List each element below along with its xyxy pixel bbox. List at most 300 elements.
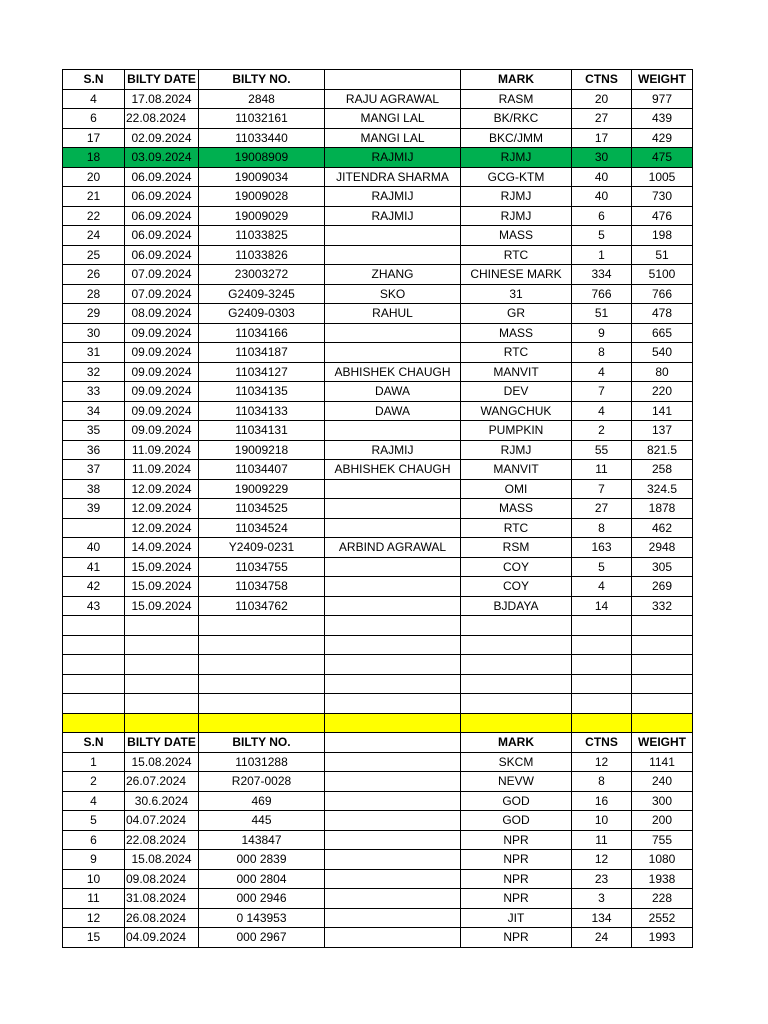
cell-sn[interactable]: 26 — [63, 265, 125, 285]
cell-date[interactable]: 12.09.2024 — [125, 499, 199, 519]
cell-weight[interactable]: 80 — [632, 362, 693, 382]
cell-mark[interactable]: PUMPKIN — [461, 421, 572, 441]
cell-party[interactable] — [325, 869, 461, 889]
cell-bilty[interactable]: 11033440 — [199, 128, 325, 148]
cell-ctns[interactable]: 7 — [572, 382, 632, 402]
cell-party[interactable] — [325, 226, 461, 246]
cell-sn[interactable]: 17 — [63, 128, 125, 148]
cell-weight[interactable]: 5100 — [632, 265, 693, 285]
cell-ctns[interactable]: 11 — [572, 830, 632, 850]
cell-weight[interactable]: 228 — [632, 889, 693, 909]
cell-bilty[interactable]: 000 2839 — [199, 850, 325, 870]
cell-sn[interactable]: 4 — [63, 89, 125, 109]
cell-mark[interactable]: MANVIT — [461, 460, 572, 480]
cell-mark[interactable]: 31 — [461, 284, 572, 304]
cell-sn[interactable]: 25 — [63, 245, 125, 265]
cell-sn[interactable]: 33 — [63, 382, 125, 402]
cell-weight[interactable]: 200 — [632, 811, 693, 831]
cell-bilty[interactable]: 469 — [199, 791, 325, 811]
cell-weight[interactable]: 1938 — [632, 869, 693, 889]
cell-mark[interactable]: RJMJ — [461, 206, 572, 226]
cell-sn[interactable]: 34 — [63, 401, 125, 421]
cell-ctns[interactable]: CTNS — [572, 70, 632, 90]
cell-party[interactable] — [325, 850, 461, 870]
cell-date[interactable]: 09.09.2024 — [125, 323, 199, 343]
cell-ctns[interactable]: 2 — [572, 421, 632, 441]
cell-bilty[interactable]: 0 143953 — [199, 908, 325, 928]
cell-weight[interactable]: 1005 — [632, 167, 693, 187]
cell-mark[interactable]: NPR — [461, 850, 572, 870]
cell-weight[interactable]: 540 — [632, 343, 693, 363]
cell-ctns[interactable]: 55 — [572, 440, 632, 460]
cell-weight[interactable] — [632, 635, 693, 655]
cell-bilty[interactable]: BILTY NO. — [199, 733, 325, 753]
cell-party[interactable]: ABHISHEK CHAUGH — [325, 460, 461, 480]
cell-date[interactable]: 11.09.2024 — [125, 440, 199, 460]
cell-party[interactable] — [325, 928, 461, 948]
cell-mark[interactable] — [461, 694, 572, 714]
cell-party[interactable] — [325, 577, 461, 597]
cell-ctns[interactable]: 12 — [572, 850, 632, 870]
cell-bilty[interactable]: 11034524 — [199, 518, 325, 538]
cell-ctns[interactable]: 51 — [572, 304, 632, 324]
cell-mark[interactable]: JIT — [461, 908, 572, 928]
cell-sn[interactable] — [63, 616, 125, 636]
cell-ctns[interactable]: 10 — [572, 811, 632, 831]
cell-date[interactable]: 15.09.2024 — [125, 596, 199, 616]
cell-mark[interactable]: NPR — [461, 928, 572, 948]
cell-sn[interactable]: 37 — [63, 460, 125, 480]
cell-date[interactable]: 14.09.2024 — [125, 538, 199, 558]
cell-bilty[interactable]: 11034133 — [199, 401, 325, 421]
cell-weight[interactable]: 730 — [632, 187, 693, 207]
cell-sn[interactable]: 40 — [63, 538, 125, 558]
cell-date[interactable]: 07.09.2024 — [125, 284, 199, 304]
cell-weight[interactable]: 240 — [632, 772, 693, 792]
cell-ctns[interactable]: 24 — [572, 928, 632, 948]
cell-ctns[interactable]: 12 — [572, 752, 632, 772]
cell-sn[interactable]: S.N — [63, 733, 125, 753]
cell-ctns[interactable]: 40 — [572, 187, 632, 207]
cell-mark[interactable]: GOD — [461, 791, 572, 811]
cell-ctns[interactable] — [572, 674, 632, 694]
cell-bilty[interactable]: G2409-3245 — [199, 284, 325, 304]
cell-party[interactable]: MANGI LAL — [325, 128, 461, 148]
cell-ctns[interactable] — [572, 635, 632, 655]
cell-date[interactable]: 08.09.2024 — [125, 304, 199, 324]
cell-mark[interactable]: GCG-KTM — [461, 167, 572, 187]
cell-ctns[interactable]: 4 — [572, 577, 632, 597]
cell-date[interactable]: 04.09.2024 — [125, 928, 199, 948]
cell-sn[interactable]: 6 — [63, 830, 125, 850]
cell-ctns[interactable]: 20 — [572, 89, 632, 109]
cell-weight[interactable]: 2948 — [632, 538, 693, 558]
cell-sn[interactable] — [63, 694, 125, 714]
cell-party[interactable]: ABHISHEK CHAUGH — [325, 362, 461, 382]
cell-ctns[interactable] — [572, 616, 632, 636]
cell-bilty[interactable]: 445 — [199, 811, 325, 831]
cell-sn[interactable]: 11 — [63, 889, 125, 909]
cell-bilty[interactable]: R207-0028 — [199, 772, 325, 792]
cell-ctns[interactable]: CTNS — [572, 733, 632, 753]
cell-mark[interactable]: OMI — [461, 479, 572, 499]
cell-ctns[interactable]: 163 — [572, 538, 632, 558]
cell-party[interactable] — [325, 674, 461, 694]
cell-date[interactable] — [125, 655, 199, 675]
cell-party[interactable] — [325, 596, 461, 616]
cell-sn[interactable]: 6 — [63, 109, 125, 129]
cell-party[interactable] — [325, 791, 461, 811]
cell-weight[interactable]: WEIGHT — [632, 733, 693, 753]
cell-weight[interactable]: 258 — [632, 460, 693, 480]
cell-weight[interactable]: 1080 — [632, 850, 693, 870]
cell-ctns[interactable]: 16 — [572, 791, 632, 811]
cell-sn[interactable] — [63, 713, 125, 733]
cell-weight[interactable]: 476 — [632, 206, 693, 226]
cell-date[interactable]: 04.07.2024 — [125, 811, 199, 831]
cell-ctns[interactable]: 9 — [572, 323, 632, 343]
cell-ctns[interactable]: 23 — [572, 869, 632, 889]
cell-sn[interactable]: 10 — [63, 869, 125, 889]
cell-sn[interactable]: 22 — [63, 206, 125, 226]
cell-date[interactable]: 26.07.2024 — [125, 772, 199, 792]
cell-date[interactable]: 17.08.2024 — [125, 89, 199, 109]
cell-mark[interactable]: MASS — [461, 323, 572, 343]
cell-ctns[interactable] — [572, 655, 632, 675]
cell-weight[interactable]: 429 — [632, 128, 693, 148]
cell-date[interactable]: 12.09.2024 — [125, 518, 199, 538]
cell-bilty[interactable]: 11034131 — [199, 421, 325, 441]
cell-weight[interactable]: 1993 — [632, 928, 693, 948]
cell-sn[interactable] — [63, 635, 125, 655]
cell-bilty[interactable]: 11034762 — [199, 596, 325, 616]
cell-sn[interactable] — [63, 518, 125, 538]
cell-mark[interactable] — [461, 655, 572, 675]
cell-ctns[interactable]: 3 — [572, 889, 632, 909]
cell-date[interactable]: 15.09.2024 — [125, 557, 199, 577]
cell-ctns[interactable]: 6 — [572, 206, 632, 226]
cell-date[interactable]: 09.09.2024 — [125, 382, 199, 402]
cell-bilty[interactable]: 19009229 — [199, 479, 325, 499]
cell-sn[interactable]: 28 — [63, 284, 125, 304]
cell-date[interactable]: 09.09.2024 — [125, 401, 199, 421]
cell-party[interactable]: SKO — [325, 284, 461, 304]
cell-date[interactable]: 03.09.2024 — [125, 148, 199, 168]
cell-mark[interactable]: NPR — [461, 830, 572, 850]
cell-party[interactable]: MANGI LAL — [325, 109, 461, 129]
cell-date[interactable]: 07.09.2024 — [125, 265, 199, 285]
cell-date[interactable]: 09.09.2024 — [125, 421, 199, 441]
cell-weight[interactable]: 439 — [632, 109, 693, 129]
cell-mark[interactable]: RTC — [461, 518, 572, 538]
cell-bilty[interactable]: 11033826 — [199, 245, 325, 265]
cell-ctns[interactable]: 334 — [572, 265, 632, 285]
cell-bilty[interactable]: 143847 — [199, 830, 325, 850]
cell-bilty[interactable]: 19009034 — [199, 167, 325, 187]
cell-bilty[interactable] — [199, 674, 325, 694]
cell-date[interactable]: 22.08.2024 — [125, 109, 199, 129]
cell-mark[interactable]: SKCM — [461, 752, 572, 772]
cell-date[interactable]: 09.08.2024 — [125, 869, 199, 889]
cell-ctns[interactable]: 27 — [572, 109, 632, 129]
cell-sn[interactable] — [63, 655, 125, 675]
cell-date[interactable] — [125, 616, 199, 636]
cell-sn[interactable]: 12 — [63, 908, 125, 928]
cell-party[interactable]: RAJMIJ — [325, 206, 461, 226]
cell-mark[interactable]: MASS — [461, 499, 572, 519]
cell-bilty[interactable]: 2848 — [199, 89, 325, 109]
cell-weight[interactable]: WEIGHT — [632, 70, 693, 90]
cell-party[interactable] — [325, 323, 461, 343]
cell-party[interactable] — [325, 752, 461, 772]
cell-party[interactable] — [325, 713, 461, 733]
cell-date[interactable]: BILTY DATE — [125, 70, 199, 90]
cell-ctns[interactable]: 134 — [572, 908, 632, 928]
cell-mark[interactable] — [461, 616, 572, 636]
cell-date[interactable]: 06.09.2024 — [125, 245, 199, 265]
cell-weight[interactable]: 300 — [632, 791, 693, 811]
cell-sn[interactable]: 20 — [63, 167, 125, 187]
cell-bilty[interactable]: 11034127 — [199, 362, 325, 382]
cell-weight[interactable]: 821.5 — [632, 440, 693, 460]
cell-date[interactable]: 26.08.2024 — [125, 908, 199, 928]
cell-bilty[interactable] — [199, 635, 325, 655]
cell-party[interactable] — [325, 343, 461, 363]
cell-weight[interactable]: 475 — [632, 148, 693, 168]
cell-sn[interactable]: 36 — [63, 440, 125, 460]
cell-weight[interactable]: 198 — [632, 226, 693, 246]
cell-weight[interactable] — [632, 713, 693, 733]
cell-bilty[interactable]: 19009028 — [199, 187, 325, 207]
cell-sn[interactable]: 4 — [63, 791, 125, 811]
cell-weight[interactable]: 141 — [632, 401, 693, 421]
cell-mark[interactable]: RJMJ — [461, 440, 572, 460]
cell-party[interactable]: DAWA — [325, 401, 461, 421]
cell-mark[interactable]: MARK — [461, 70, 572, 90]
cell-bilty[interactable]: 11034187 — [199, 343, 325, 363]
cell-mark[interactable] — [461, 713, 572, 733]
cell-bilty[interactable] — [199, 713, 325, 733]
cell-weight[interactable] — [632, 616, 693, 636]
cell-ctns[interactable]: 5 — [572, 226, 632, 246]
cell-party[interactable]: ZHANG — [325, 265, 461, 285]
cell-sn[interactable]: 38 — [63, 479, 125, 499]
cell-date[interactable] — [125, 713, 199, 733]
cell-bilty[interactable] — [199, 616, 325, 636]
cell-weight[interactable]: 1141 — [632, 752, 693, 772]
cell-weight[interactable] — [632, 655, 693, 675]
cell-weight[interactable]: 269 — [632, 577, 693, 597]
cell-bilty[interactable]: 19009029 — [199, 206, 325, 226]
cell-weight[interactable]: 665 — [632, 323, 693, 343]
cell-party[interactable] — [325, 811, 461, 831]
cell-party[interactable]: ARBIND AGRAWAL — [325, 538, 461, 558]
cell-party[interactable] — [325, 694, 461, 714]
cell-bilty[interactable]: 11034758 — [199, 577, 325, 597]
cell-ctns[interactable]: 766 — [572, 284, 632, 304]
cell-sn[interactable] — [63, 674, 125, 694]
cell-bilty[interactable] — [199, 694, 325, 714]
cell-ctns[interactable]: 7 — [572, 479, 632, 499]
cell-weight[interactable]: 220 — [632, 382, 693, 402]
cell-date[interactable]: 06.09.2024 — [125, 226, 199, 246]
cell-party[interactable] — [325, 479, 461, 499]
cell-party[interactable] — [325, 733, 461, 753]
cell-mark[interactable]: GOD — [461, 811, 572, 831]
cell-bilty[interactable] — [199, 655, 325, 675]
cell-bilty[interactable]: 11034166 — [199, 323, 325, 343]
cell-party[interactable]: RAHUL — [325, 304, 461, 324]
cell-party[interactable]: DAWA — [325, 382, 461, 402]
cell-weight[interactable]: 1878 — [632, 499, 693, 519]
cell-date[interactable]: 30.6.2024 — [125, 791, 199, 811]
cell-party[interactable]: RAJMIJ — [325, 440, 461, 460]
cell-sn[interactable]: 43 — [63, 596, 125, 616]
cell-weight[interactable]: 51 — [632, 245, 693, 265]
cell-mark[interactable]: RJMJ — [461, 187, 572, 207]
cell-ctns[interactable]: 40 — [572, 167, 632, 187]
cell-date[interactable]: 11.09.2024 — [125, 460, 199, 480]
cell-date[interactable]: 06.09.2024 — [125, 206, 199, 226]
cell-mark[interactable]: MASS — [461, 226, 572, 246]
cell-party[interactable]: RAJMIJ — [325, 187, 461, 207]
cell-mark[interactable]: NPR — [461, 869, 572, 889]
cell-sn[interactable]: 42 — [63, 577, 125, 597]
cell-bilty[interactable]: 000 2967 — [199, 928, 325, 948]
cell-date[interactable]: 15.08.2024 — [125, 752, 199, 772]
cell-date[interactable] — [125, 674, 199, 694]
cell-party[interactable] — [325, 772, 461, 792]
cell-ctns[interactable]: 11 — [572, 460, 632, 480]
cell-weight[interactable]: 324.5 — [632, 479, 693, 499]
cell-mark[interactable]: RSM — [461, 538, 572, 558]
cell-mark[interactable] — [461, 674, 572, 694]
cell-bilty[interactable]: Y2409-0231 — [199, 538, 325, 558]
cell-ctns[interactable]: 14 — [572, 596, 632, 616]
cell-weight[interactable]: 478 — [632, 304, 693, 324]
cell-weight[interactable]: 332 — [632, 596, 693, 616]
cell-mark[interactable]: NEVW — [461, 772, 572, 792]
cell-mark[interactable]: RTC — [461, 245, 572, 265]
cell-party[interactable]: RAJMIJ — [325, 148, 461, 168]
cell-mark[interactable]: NPR — [461, 889, 572, 909]
cell-date[interactable]: 12.09.2024 — [125, 479, 199, 499]
cell-weight[interactable] — [632, 674, 693, 694]
cell-ctns[interactable]: 8 — [572, 772, 632, 792]
cell-party[interactable] — [325, 616, 461, 636]
cell-party[interactable] — [325, 557, 461, 577]
cell-date[interactable]: 15.08.2024 — [125, 850, 199, 870]
cell-sn[interactable]: 29 — [63, 304, 125, 324]
cell-party[interactable] — [325, 889, 461, 909]
cell-bilty[interactable]: 23003272 — [199, 265, 325, 285]
cell-mark[interactable]: COY — [461, 577, 572, 597]
cell-ctns[interactable]: 17 — [572, 128, 632, 148]
cell-bilty[interactable]: G2409-0303 — [199, 304, 325, 324]
cell-mark[interactable]: BJDAYA — [461, 596, 572, 616]
cell-ctns[interactable]: 4 — [572, 362, 632, 382]
cell-bilty[interactable]: 11034407 — [199, 460, 325, 480]
cell-party[interactable] — [325, 908, 461, 928]
cell-party[interactable]: JITENDRA SHARMA — [325, 167, 461, 187]
cell-weight[interactable] — [632, 694, 693, 714]
cell-weight[interactable]: 137 — [632, 421, 693, 441]
cell-weight[interactable]: 766 — [632, 284, 693, 304]
cell-bilty[interactable]: 000 2804 — [199, 869, 325, 889]
cell-ctns[interactable]: 4 — [572, 401, 632, 421]
cell-date[interactable]: 09.09.2024 — [125, 343, 199, 363]
cell-mark[interactable]: MANVIT — [461, 362, 572, 382]
cell-weight[interactable]: 305 — [632, 557, 693, 577]
cell-sn[interactable]: 32 — [63, 362, 125, 382]
cell-sn[interactable]: 18 — [63, 148, 125, 168]
cell-ctns[interactable]: 27 — [572, 499, 632, 519]
cell-mark[interactable]: BKC/JMM — [461, 128, 572, 148]
cell-party[interactable] — [325, 499, 461, 519]
cell-sn[interactable]: 24 — [63, 226, 125, 246]
cell-ctns[interactable] — [572, 713, 632, 733]
cell-mark[interactable]: WANGCHUK — [461, 401, 572, 421]
cell-bilty[interactable]: 11033825 — [199, 226, 325, 246]
cell-ctns[interactable] — [572, 694, 632, 714]
cell-party[interactable] — [325, 830, 461, 850]
cell-bilty[interactable]: 19009218 — [199, 440, 325, 460]
cell-date[interactable]: 15.09.2024 — [125, 577, 199, 597]
cell-party[interactable] — [325, 518, 461, 538]
cell-weight[interactable]: 2552 — [632, 908, 693, 928]
cell-mark[interactable]: BK/RKC — [461, 109, 572, 129]
cell-ctns[interactable]: 1 — [572, 245, 632, 265]
cell-bilty[interactable]: 11031288 — [199, 752, 325, 772]
cell-sn[interactable]: 9 — [63, 850, 125, 870]
cell-sn[interactable]: 1 — [63, 752, 125, 772]
cell-bilty[interactable]: 19008909 — [199, 148, 325, 168]
cell-date[interactable]: 02.09.2024 — [125, 128, 199, 148]
cell-ctns[interactable]: 8 — [572, 343, 632, 363]
cell-sn[interactable]: 15 — [63, 928, 125, 948]
cell-mark[interactable]: GR — [461, 304, 572, 324]
cell-sn[interactable]: 2 — [63, 772, 125, 792]
cell-sn[interactable]: 35 — [63, 421, 125, 441]
cell-sn[interactable]: 41 — [63, 557, 125, 577]
cell-bilty[interactable]: 000 2946 — [199, 889, 325, 909]
cell-weight[interactable]: 755 — [632, 830, 693, 850]
cell-mark[interactable]: RASM — [461, 89, 572, 109]
cell-party[interactable] — [325, 635, 461, 655]
cell-date[interactable]: BILTY DATE — [125, 733, 199, 753]
cell-party[interactable] — [325, 421, 461, 441]
cell-ctns[interactable]: 5 — [572, 557, 632, 577]
cell-ctns[interactable]: 8 — [572, 518, 632, 538]
cell-mark[interactable]: RTC — [461, 343, 572, 363]
cell-sn[interactable]: 30 — [63, 323, 125, 343]
cell-sn[interactable]: 21 — [63, 187, 125, 207]
cell-party[interactable]: RAJU AGRAWAL — [325, 89, 461, 109]
cell-bilty[interactable]: BILTY NO. — [199, 70, 325, 90]
cell-mark[interactable] — [461, 635, 572, 655]
cell-party[interactable] — [325, 245, 461, 265]
cell-mark[interactable]: COY — [461, 557, 572, 577]
cell-sn[interactable]: 5 — [63, 811, 125, 831]
cell-date[interactable]: 31.08.2024 — [125, 889, 199, 909]
cell-weight[interactable]: 977 — [632, 89, 693, 109]
cell-party[interactable] — [325, 655, 461, 675]
cell-weight[interactable]: 462 — [632, 518, 693, 538]
cell-mark[interactable]: MARK — [461, 733, 572, 753]
cell-bilty[interactable]: 11034135 — [199, 382, 325, 402]
cell-bilty[interactable]: 11034525 — [199, 499, 325, 519]
cell-mark[interactable]: RJMJ — [461, 148, 572, 168]
